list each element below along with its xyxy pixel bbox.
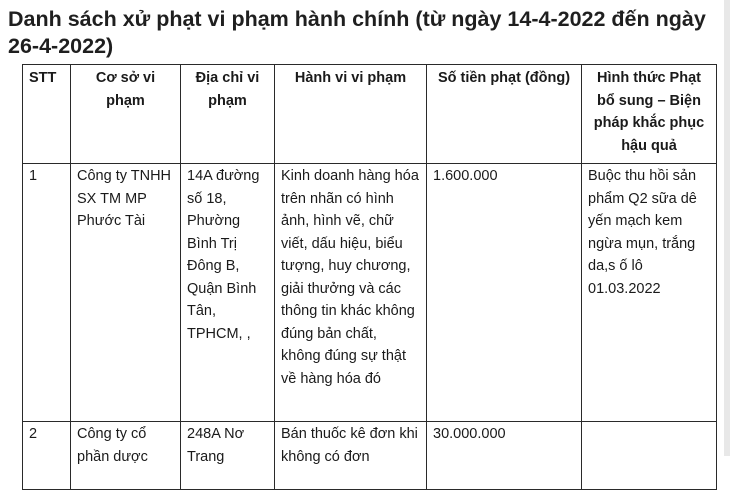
header-fine: Số tiền phạt (đồng) xyxy=(427,65,582,164)
header-facility: Cơ sở vi phạm xyxy=(71,65,181,164)
page-title: Danh sách xử phạt vi phạm hành chính (từ ngày 14-4-2022 đến ngày 26-4-2022) xyxy=(8,7,706,58)
violations-table xyxy=(22,64,717,490)
cell-remedy: Buộc thu hồi sản phẩm Q2 sữa dê yến mạch kem ngừa mụn, trắng da,s ố lô 01.03.2022 xyxy=(582,164,717,422)
cell-violation: Kinh doanh hàng hóa trên nhãn có hình ảnh, hình vẽ, chữ viết, dấu hiệu, biểu tượng, huy chương, giải thưởng và các thông tin khác không đúng bản chất, không đúng sự thật về hàng hóa đó xyxy=(275,164,427,422)
cell-fine: 30.000.000 xyxy=(427,422,582,490)
cell-address: 14A đường số 18, Phường Bình Trị Đông B, Quận Bình Tân, TPHCM, , xyxy=(181,164,275,422)
header-violation: Hành vi vi phạm xyxy=(275,65,427,164)
cell-facility: Công ty TNHH SX TM MP Phước Tài xyxy=(71,164,181,422)
header-stt: STT xyxy=(23,65,71,164)
cell-facility: Công ty cổ phần dược xyxy=(71,422,181,490)
cell-address: 248A Nơ Trang xyxy=(181,422,275,490)
header-address: Địa chỉ vi phạm xyxy=(181,65,275,164)
cell-violation: Bán thuốc kê đơn khi không có đơn xyxy=(275,422,427,490)
cell-fine: 1.600.000 xyxy=(427,164,582,422)
table-row xyxy=(23,422,717,490)
scroll-edge xyxy=(724,0,730,456)
cell-remedy xyxy=(582,422,717,490)
table-header-row xyxy=(23,65,717,164)
cell-stt: 2 xyxy=(23,422,71,490)
cell-stt: 1 xyxy=(23,164,71,422)
table-row xyxy=(23,164,717,422)
header-remedy: Hình thức Phạt bổ sung – Biện pháp khắc phục hậu quả xyxy=(582,65,717,164)
